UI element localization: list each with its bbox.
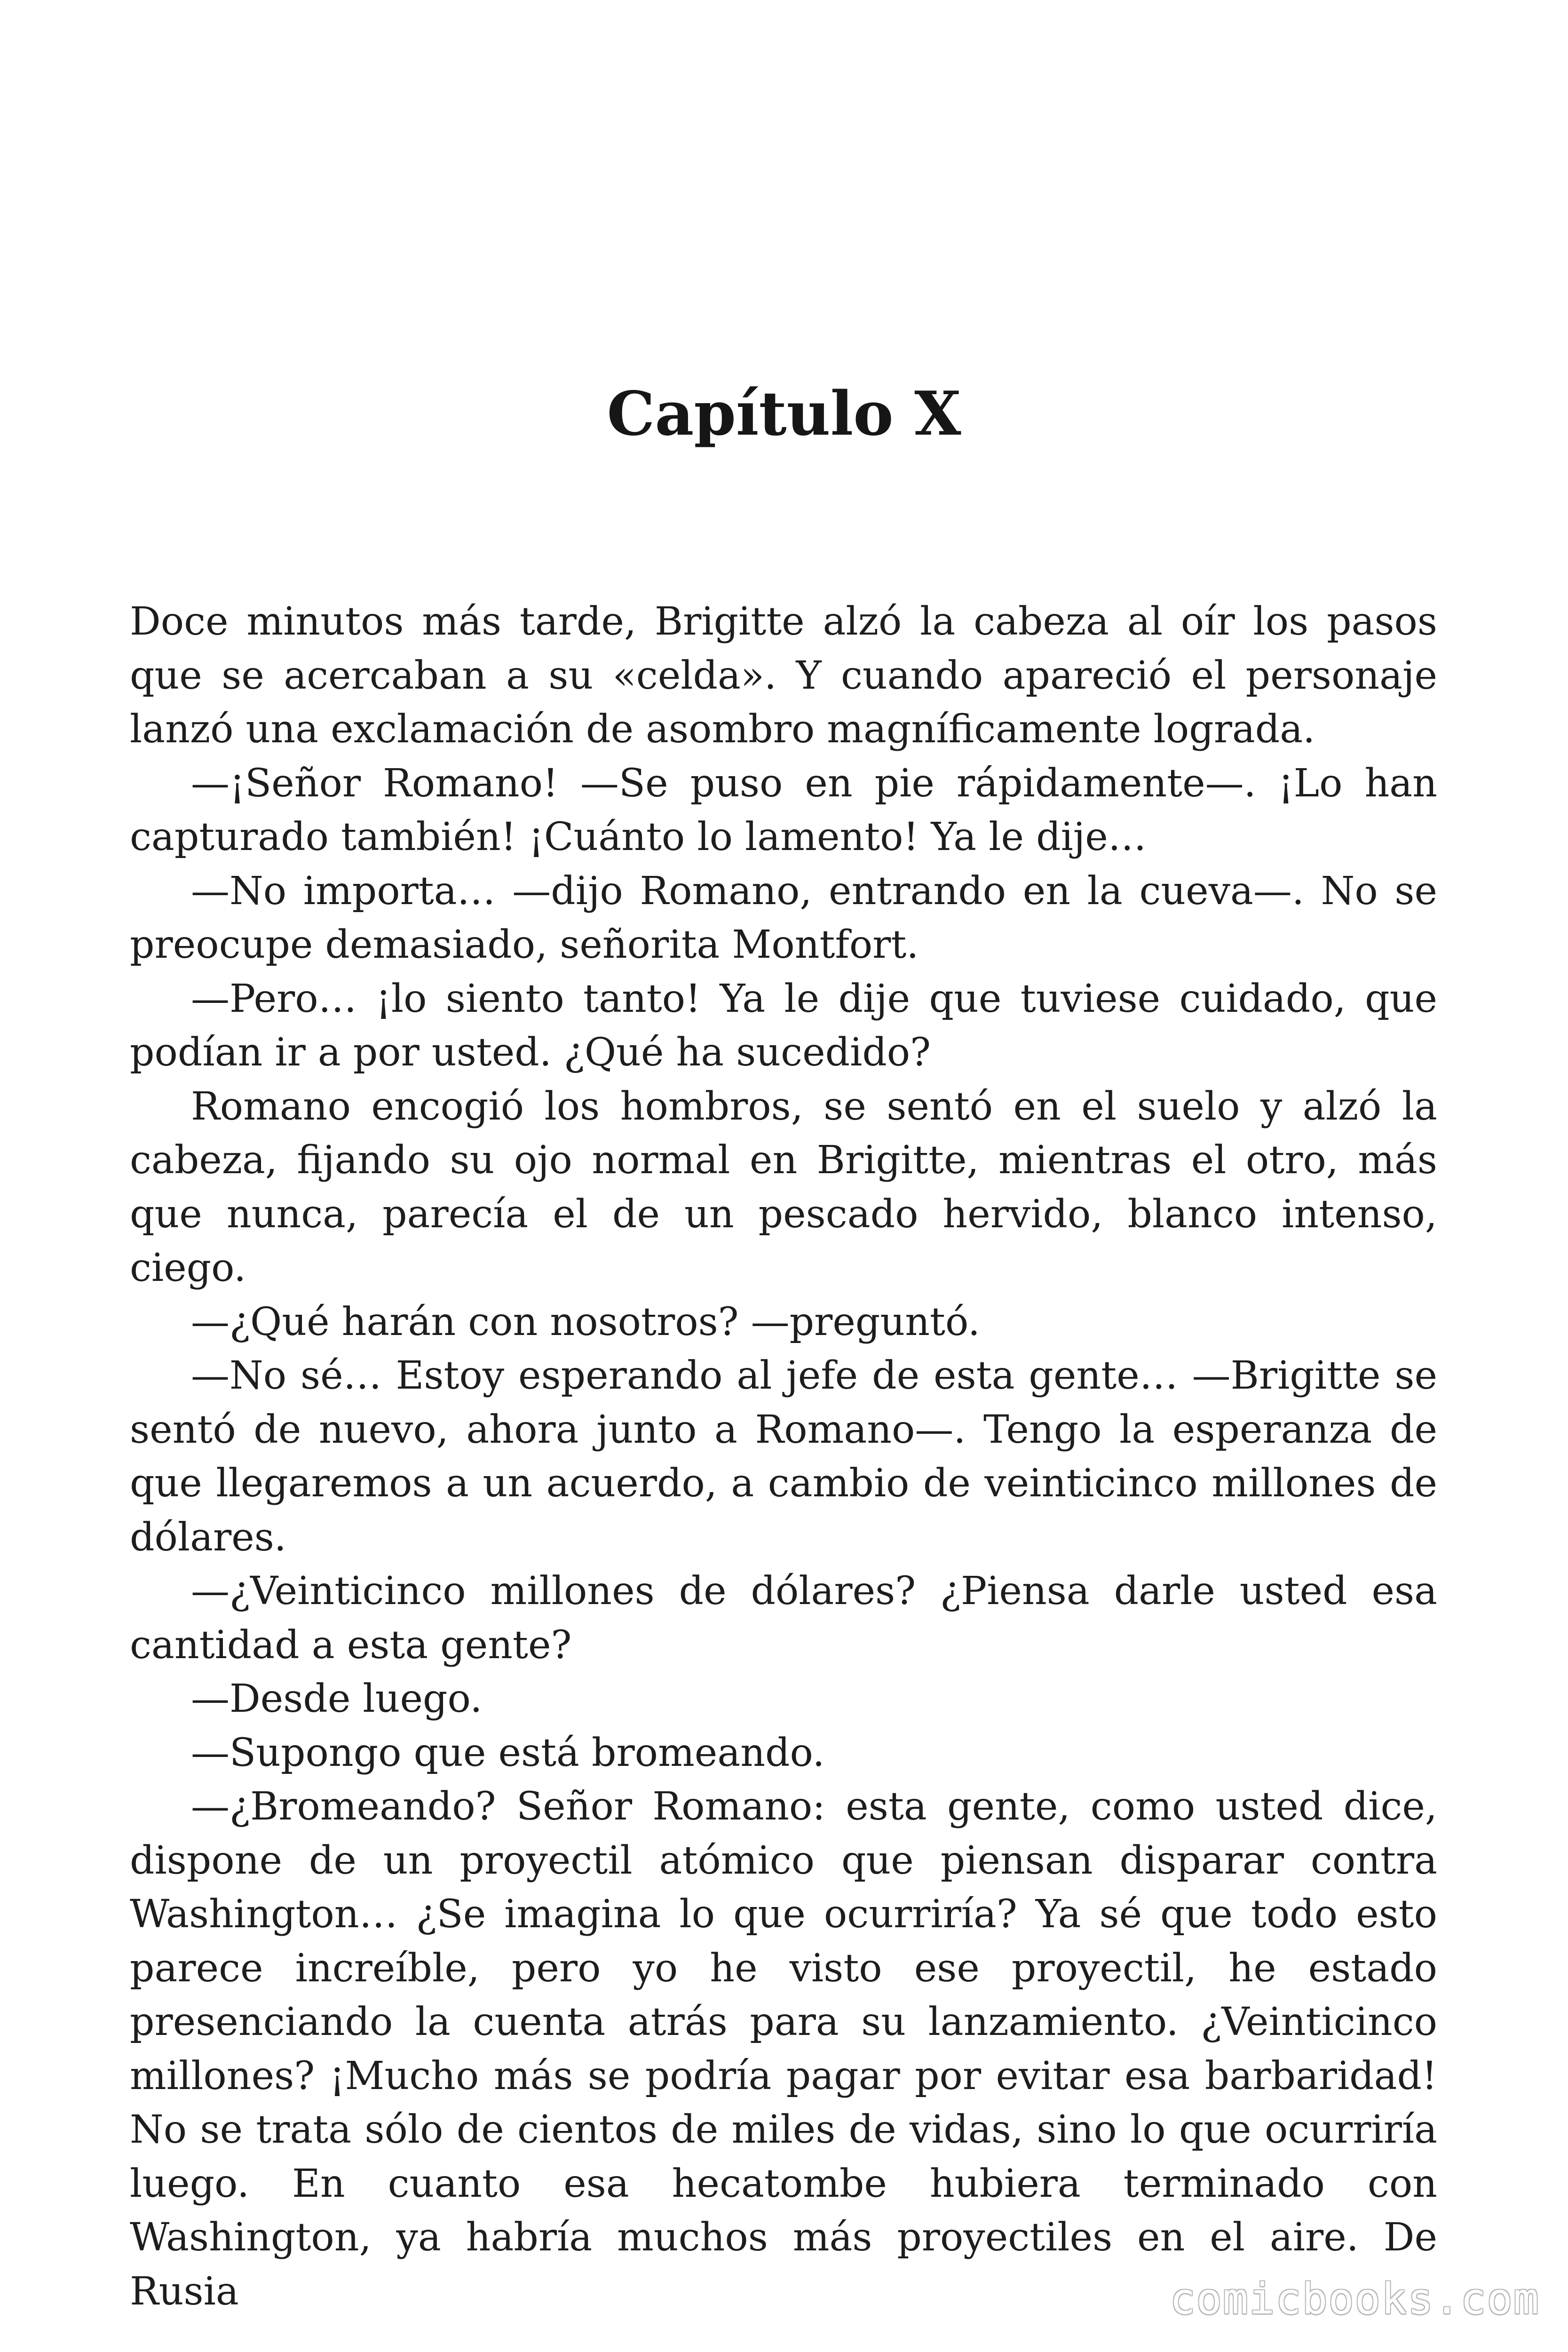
- watermark: comicbooks.com: [1170, 2274, 1540, 2324]
- paragraph: —Supongo que está bromeando.: [191, 1730, 825, 1775]
- paragraph: —¿Qué harán con nosotros? —preguntó.: [191, 1299, 980, 1344]
- paragraph: —No importa… —dijo Romano, entrando en la cueva—. No se preocupe demasiado, señorita Montfort.: [130, 868, 1437, 967]
- paragraph: —¿Bromeando? Señor Romano: esta gente, como usted dice, dispone de un proyectil atómico que piensan disparar contra Washington… ¿Se imagina lo que ocurriría? Ya sé que todo esto parece increíble, pero yo he visto ese proyectil, he estado presenciando la cuenta atrás para su lanzamiento. ¿Veinticinco millones? ¡Mucho más se podría pagar por evitar esa barbaridad! No se trata sólo de cientos de miles de vidas, sino lo que ocurriría luego. En cuanto esa hecatombe hubiera terminado con Washington, ya habría muchos más proyectiles en el aire. De Rusia: [130, 1784, 1437, 2314]
- body-text: [130, 595, 1437, 2319]
- chapter-title: Capítulo X: [607, 379, 961, 449]
- paragraph: —Pero… ¡lo siento tanto! Ya le dije que tuviese cuidado, que podían ir a por usted. ¿Qué ha sucedido?: [130, 976, 1437, 1075]
- paragraph: —¡Señor Romano! —Se puso en pie rápidamente—. ¡Lo han capturado también! ¡Cuánto lo lamento! Ya le dije…: [130, 761, 1437, 859]
- paragraph: —Desde luego.: [191, 1677, 483, 1721]
- paragraph: —¿Veinticinco millones de dólares? ¿Piensa darle usted esa cantidad a esta gente?: [130, 1569, 1437, 1668]
- paragraph: Romano encogió los hombros, se sentó en el suelo y alzó la cabeza, fijando su ojo normal en Brigitte, mientras el otro, más que nunca, parecía el de un pescado hervido, blanco intenso, ciego.: [130, 1084, 1437, 1290]
- paragraph: —No sé… Estoy esperando al jefe de esta gente… —Brigitte se sentó de nuevo, ahora junto a Romano—. Tengo la esperanza de que llegaremos a un acuerdo, a cambio de veinticinco millones de dólares.: [130, 1353, 1437, 1560]
- paragraph: Doce minutos más tarde, Brigitte alzó la cabeza al oír los pasos que se acercaban a su «celda». Y cuando apareció el personaje lanzó una exclamación de asombro magníficamente lograda.: [130, 599, 1437, 752]
